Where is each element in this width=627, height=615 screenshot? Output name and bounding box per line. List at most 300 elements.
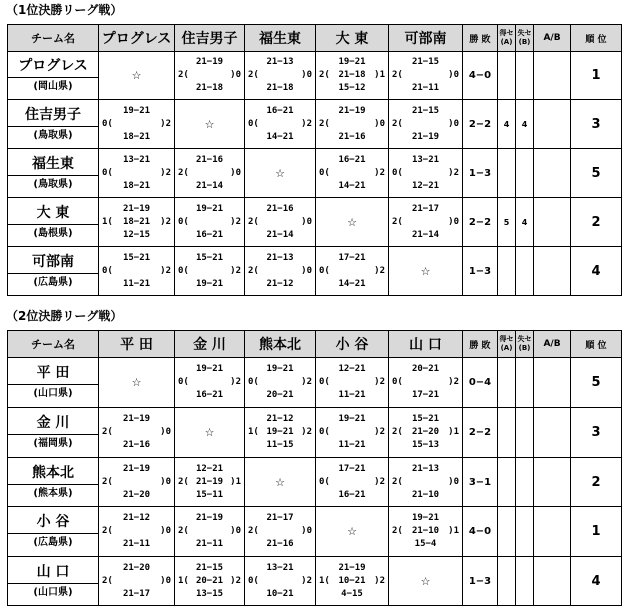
team-name: 山 口	[36, 563, 70, 580]
set-tally	[102, 575, 171, 588]
points-against	[516, 358, 534, 408]
points-for	[498, 557, 516, 606]
header-opponent: 平 田	[99, 331, 175, 358]
match-result	[316, 100, 389, 149]
sets-lost: )2	[448, 167, 459, 178]
header-opponent: 山 口	[389, 331, 463, 358]
sets-lost: )2	[230, 216, 241, 227]
rank: 3	[571, 100, 622, 149]
set-final-score: 16−21	[195, 229, 224, 240]
rank: 2	[571, 458, 622, 507]
set1-score: 13−21	[266, 562, 294, 573]
self-match-star: ☆	[245, 149, 316, 198]
set-final-score: 12−15	[122, 229, 151, 240]
sets-lost: )1	[448, 526, 459, 536]
sets-won: 2(	[392, 70, 403, 80]
self-match-star: ☆	[175, 408, 245, 458]
set-tally	[319, 426, 385, 439]
sets-won: 2(	[319, 118, 330, 129]
set-final-score: 17−21	[411, 390, 440, 400]
header-team: チーム名	[8, 25, 99, 52]
header-points-against-sub: (B)	[518, 344, 531, 352]
set-tally	[248, 216, 312, 229]
match-result	[389, 408, 463, 458]
sets-lost: )0	[230, 526, 241, 536]
set-final-score: 12−21	[411, 180, 440, 191]
match-result	[389, 198, 463, 247]
set-final-score: 14−21	[338, 278, 366, 289]
match-score-block	[99, 512, 174, 551]
set2-score	[403, 476, 448, 489]
set-tally	[392, 426, 459, 439]
match-result	[316, 358, 389, 408]
set-final-score: 15−13	[411, 440, 440, 450]
set1-score: 21−13	[266, 252, 294, 263]
set1-score: 15−21	[411, 414, 440, 424]
sets-lost: )2	[374, 265, 385, 276]
set-tally	[178, 476, 241, 489]
set2-score	[189, 265, 230, 278]
set1-score: 21−13	[266, 57, 294, 67]
sets-lost: )0	[160, 575, 171, 586]
points-against	[516, 408, 534, 458]
set2-score	[113, 167, 160, 180]
sets-won: 0(	[102, 167, 113, 178]
match-score-block	[245, 203, 315, 242]
sets-lost: )2	[230, 265, 241, 276]
self-match-star: ☆	[389, 247, 463, 296]
match-score-block	[99, 562, 174, 601]
set-tally	[392, 118, 459, 131]
set1-score: 21−12	[266, 414, 294, 424]
set-final-score: 21−16	[266, 539, 294, 549]
team-row	[8, 358, 622, 408]
header-opponent: 金 川	[175, 331, 245, 358]
set2-score	[113, 426, 160, 439]
set2-score: 21−20	[411, 427, 440, 437]
sets-lost: )0	[230, 70, 241, 80]
header-rank: 順 位	[571, 331, 622, 358]
win-loss: 4−0	[463, 507, 498, 557]
set-tally	[392, 525, 459, 538]
header-ab: A/B	[534, 25, 571, 52]
win-loss: 3−1	[463, 458, 498, 507]
match-result	[99, 198, 175, 247]
match-result	[245, 408, 316, 458]
match-score-block	[245, 562, 315, 601]
set1-score: 21−19	[122, 463, 151, 474]
sets-lost: )0	[230, 167, 241, 178]
self-match-star: ☆	[175, 100, 245, 149]
set-final-score: 21−11	[411, 83, 440, 93]
header-points-for-sub: (A)	[500, 344, 513, 352]
points-for: 5	[498, 198, 516, 247]
set2-score	[113, 265, 160, 278]
match-score-block	[99, 203, 174, 242]
set-final-score: 13−15	[195, 588, 224, 599]
sets-lost: )0	[301, 216, 312, 227]
team-prefecture: (広島県)	[8, 533, 98, 552]
set-final-score: 21−14	[411, 229, 440, 240]
sets-lost: )0	[160, 476, 171, 487]
sets-won: 2(	[392, 427, 403, 437]
set-final-score: 21−14	[195, 180, 224, 191]
ab-ratio	[534, 358, 571, 408]
match-score-block	[175, 512, 244, 551]
set-final-score: 11−21	[338, 390, 366, 400]
team-name: 金 川	[36, 415, 70, 431]
rank: 2	[571, 198, 622, 247]
set2-score: 21−18	[338, 70, 366, 80]
sets-lost: )2	[301, 427, 312, 437]
team-prefecture: (福岡県)	[8, 434, 98, 453]
match-result	[316, 557, 389, 606]
match-result	[316, 149, 389, 198]
match-score-block	[99, 463, 174, 502]
set-tally	[178, 167, 241, 180]
team-cell	[8, 247, 99, 296]
set1-score: 17−21	[338, 463, 366, 474]
set2-score	[259, 216, 301, 229]
sets-lost: )0	[374, 118, 385, 129]
team-name: 小 谷	[36, 514, 70, 530]
win-loss: 1−3	[463, 247, 498, 296]
set-tally	[248, 118, 312, 131]
match-score-block	[316, 154, 388, 193]
sets-lost: )0	[301, 70, 312, 80]
team-row	[8, 198, 622, 247]
set-tally	[248, 376, 312, 389]
team-prefecture: (岡山県)	[8, 77, 98, 96]
sets-lost: )0	[448, 476, 459, 487]
set2-score	[259, 118, 301, 131]
set1-score: 19−21	[195, 203, 224, 214]
match-result	[389, 100, 463, 149]
header-points-for-sub: (A)	[500, 38, 513, 46]
sets-won: 0(	[248, 118, 259, 129]
header-points-for-label: 得セ	[499, 29, 514, 37]
set1-score: 21−15	[411, 105, 440, 116]
points-for	[498, 149, 516, 198]
set2-score	[330, 476, 374, 489]
points-against: 4	[516, 100, 534, 149]
sets-won: 0(	[248, 575, 259, 586]
team-name: 可部南	[32, 253, 74, 270]
match-score-block	[245, 105, 315, 144]
header-record: 勝 敗	[463, 25, 498, 52]
set-tally	[102, 167, 171, 180]
sets-lost: )2	[160, 265, 171, 276]
match-score-block	[389, 363, 462, 402]
set1-score: 15−21	[122, 252, 151, 263]
match-score-block	[99, 252, 174, 291]
header-points-against	[516, 331, 534, 358]
sets-lost: )0	[160, 427, 171, 437]
set2-score: 19−21	[266, 427, 294, 437]
points-for	[498, 458, 516, 507]
match-result	[245, 247, 316, 296]
sets-lost: )2	[301, 575, 312, 586]
sets-won: 2(	[178, 476, 189, 487]
points-for	[498, 507, 516, 557]
sets-won: 0(	[178, 216, 189, 227]
team-row	[8, 408, 622, 458]
set-final-score: 21−20	[122, 489, 151, 500]
team-prefecture: (鳥取県)	[8, 126, 98, 145]
set1-score: 21−16	[266, 203, 294, 214]
set2-score	[113, 118, 160, 131]
set2-score	[259, 376, 301, 389]
team-prefecture: (鳥取県)	[8, 175, 98, 194]
match-score-block	[245, 252, 315, 291]
points-for: 4	[498, 100, 516, 149]
set1-score: 21−19	[195, 57, 224, 67]
set-final-score: 21−11	[122, 539, 151, 549]
set-tally	[248, 265, 312, 278]
set-final-score: 19−21	[195, 278, 224, 289]
ab-ratio	[534, 149, 571, 198]
points-against	[516, 557, 534, 606]
self-match-star: ☆	[99, 358, 175, 408]
set2-score	[403, 118, 448, 131]
match-score-block	[389, 413, 462, 452]
set2-score	[403, 376, 448, 389]
set2-score	[330, 376, 374, 389]
match-score-block	[316, 363, 388, 402]
sets-won: 0(	[102, 118, 113, 129]
sets-won: 0(	[319, 265, 330, 276]
match-result	[99, 408, 175, 458]
set-tally	[392, 376, 459, 389]
set2-score: 21−10	[411, 526, 440, 536]
team-cell	[8, 52, 99, 100]
set-tally	[102, 216, 171, 229]
points-for	[498, 408, 516, 458]
sets-won: 2(	[102, 526, 113, 536]
self-match-star: ☆	[389, 557, 463, 606]
team-prefecture: (広島県)	[8, 273, 98, 292]
team-prefecture: (山口県)	[8, 384, 98, 403]
league1-title: （1位決勝リーグ戦）	[6, 3, 123, 17]
match-score-block	[175, 203, 244, 242]
sets-won: 0(	[319, 377, 330, 387]
sets-lost: )2	[374, 575, 385, 586]
set-tally	[178, 69, 241, 82]
set1-score: 19−21	[195, 364, 224, 374]
set2-score	[330, 426, 374, 439]
rank: 5	[571, 149, 622, 198]
header-opponent: 小 谷	[316, 331, 389, 358]
set1-score: 21−19	[338, 562, 366, 573]
match-result	[175, 358, 245, 408]
set-tally	[248, 575, 312, 588]
set1-score: 21−15	[411, 57, 440, 67]
rank: 1	[571, 507, 622, 557]
rank: 5	[571, 358, 622, 408]
set-final-score: 14−21	[338, 180, 366, 191]
set-final-score: 18−21	[122, 131, 151, 142]
sets-won: 0(	[102, 265, 113, 276]
match-result	[99, 458, 175, 507]
match-score-block	[175, 562, 244, 601]
match-result	[245, 52, 316, 100]
match-score-block	[175, 252, 244, 291]
header-record: 勝 敗	[463, 331, 498, 358]
set2-score	[330, 118, 374, 131]
sets-won: 2(	[102, 575, 113, 586]
team-cell	[8, 100, 99, 149]
header-team: チーム名	[8, 331, 99, 358]
set1-score: 21−13	[411, 463, 440, 474]
sets-lost: )2	[374, 476, 385, 487]
win-loss: 2−2	[463, 198, 498, 247]
header-opponent: 福生東	[245, 25, 316, 52]
points-against	[516, 52, 534, 100]
set-final-score: 16−21	[338, 489, 366, 500]
match-score-block	[389, 203, 462, 242]
team-prefecture: (熊本県)	[8, 484, 98, 503]
match-score-block	[316, 56, 388, 95]
set1-score: 13−21	[122, 154, 151, 165]
set2-score	[403, 216, 448, 229]
match-score-block	[389, 512, 462, 551]
header-points-for	[498, 25, 516, 52]
rank: 3	[571, 408, 622, 458]
header-row	[8, 331, 622, 358]
match-result	[245, 100, 316, 149]
sets-won: 0(	[178, 377, 189, 387]
match-score-block	[316, 105, 388, 144]
match-result	[389, 149, 463, 198]
match-result	[316, 52, 389, 100]
sets-won: 2(	[392, 476, 403, 487]
set1-score: 21−12	[122, 513, 151, 523]
win-loss: 2−2	[463, 408, 498, 458]
set-tally	[319, 118, 385, 131]
set-tally	[392, 167, 459, 180]
set2-score	[189, 69, 230, 82]
match-score-block	[316, 413, 388, 452]
set-tally	[248, 69, 312, 82]
self-match-star: ☆	[316, 198, 389, 247]
match-result	[175, 458, 245, 507]
set-final-score: 21−19	[411, 131, 440, 142]
header-points-against	[516, 25, 534, 52]
match-result	[316, 458, 389, 507]
sets-lost: )2	[374, 427, 385, 437]
team-row	[8, 149, 622, 198]
ab-ratio	[534, 52, 571, 100]
header-points-against-label: 失セ	[517, 29, 532, 37]
set2-score	[403, 167, 448, 180]
match-result	[175, 557, 245, 606]
set2-score	[259, 69, 301, 82]
set1-score: 21−19	[122, 414, 151, 424]
set1-score: 21−17	[266, 513, 294, 523]
set2-score	[113, 525, 160, 538]
match-score-block	[99, 154, 174, 193]
set-final-score: 11−21	[122, 278, 151, 289]
sets-lost: )2	[301, 118, 312, 129]
set1-score: 12−21	[195, 463, 224, 474]
header-opponent: プログレス	[99, 25, 175, 52]
win-loss: 1−3	[463, 149, 498, 198]
ab-ratio	[534, 100, 571, 149]
sets-lost: )0	[301, 265, 312, 276]
win-loss: 0−4	[463, 358, 498, 408]
rank: 4	[571, 247, 622, 296]
match-result	[389, 507, 463, 557]
match-score-block	[245, 363, 315, 402]
team-name: 熊本北	[32, 464, 74, 481]
points-for	[498, 52, 516, 100]
set1-score: 17−21	[338, 252, 366, 263]
team-cell	[8, 458, 99, 507]
match-result	[245, 557, 316, 606]
set1-score: 19−21	[338, 414, 366, 424]
match-score-block	[99, 413, 174, 452]
set-final-score: 21−16	[122, 440, 151, 450]
set1-score: 21−19	[122, 203, 151, 214]
match-result	[175, 198, 245, 247]
set1-score: 12−21	[338, 364, 366, 374]
set-tally	[319, 167, 385, 180]
team-name: 福生東	[32, 155, 74, 172]
set-final-score: 21−18	[195, 83, 224, 93]
win-loss: 2−2	[463, 100, 498, 149]
set-tally	[248, 426, 312, 439]
team-row	[8, 52, 622, 100]
header-opponent: 住吉男子	[175, 25, 245, 52]
set-tally	[102, 525, 171, 538]
team-row	[8, 458, 622, 507]
match-result	[316, 408, 389, 458]
team-row	[8, 507, 622, 557]
team-name: 平 田	[36, 365, 70, 381]
set1-score: 15−21	[195, 252, 224, 263]
set1-score: 16−21	[266, 105, 294, 116]
points-against	[516, 458, 534, 507]
team-prefecture: (島根県)	[8, 224, 98, 243]
set1-score: 19−21	[266, 364, 294, 374]
header-points-against-sub: (B)	[518, 38, 531, 46]
set-tally	[102, 265, 171, 278]
points-against	[516, 507, 534, 557]
sets-won: 0(	[178, 265, 189, 276]
set2-score	[259, 265, 301, 278]
match-result	[245, 507, 316, 557]
sets-won: 0(	[392, 167, 403, 178]
set-tally	[319, 575, 385, 588]
team-cell	[8, 557, 99, 606]
match-result	[389, 358, 463, 408]
match-score-block	[175, 56, 244, 95]
sets-lost: )2	[301, 377, 312, 387]
header-points-against-label: 失セ	[517, 335, 532, 343]
sets-lost: )2	[160, 167, 171, 178]
sets-won: 0(	[319, 167, 330, 178]
team-cell	[8, 198, 99, 247]
sets-won: 1(	[178, 575, 189, 586]
sets-lost: )0	[448, 118, 459, 129]
sets-lost: )1	[230, 476, 241, 487]
ab-ratio	[534, 557, 571, 606]
match-score-block	[175, 363, 244, 402]
set-tally	[319, 476, 385, 489]
ab-ratio	[534, 198, 571, 247]
header-points-for	[498, 331, 516, 358]
header-row	[8, 25, 622, 52]
